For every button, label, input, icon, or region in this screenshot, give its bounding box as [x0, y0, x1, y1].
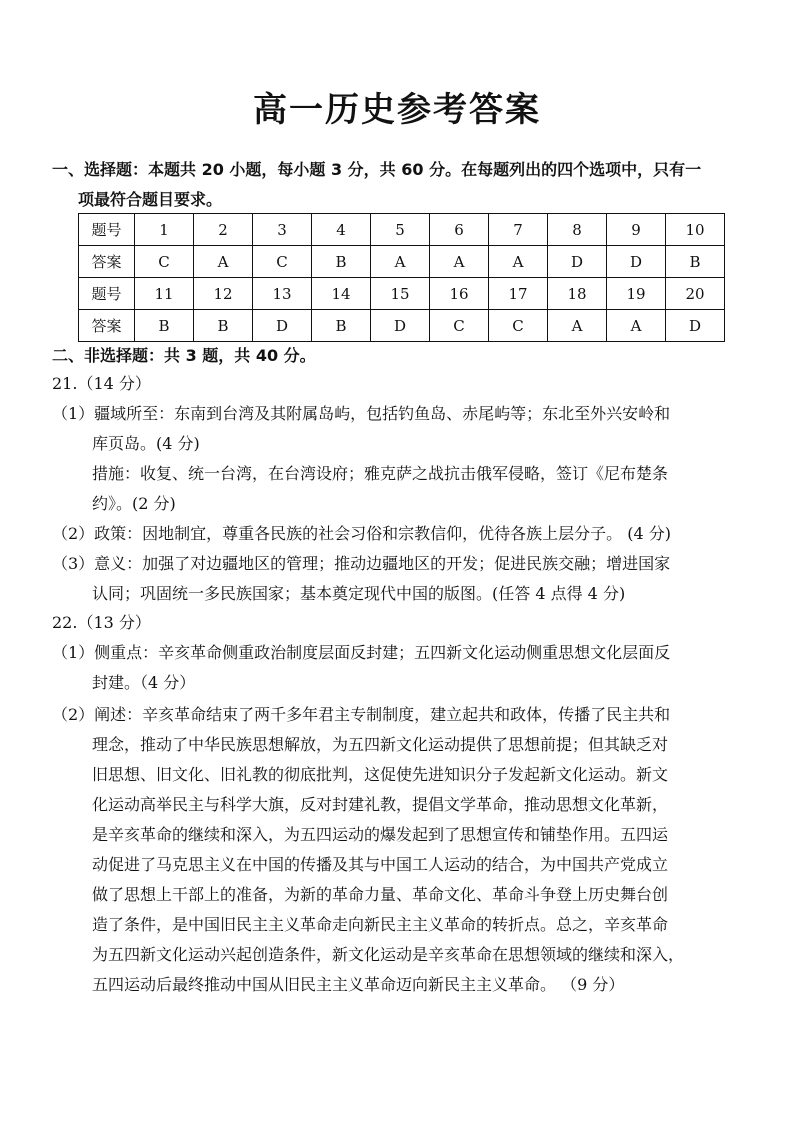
q22-line: 五四运动后最终推动中国从旧民主主义革命迈向新民主主义革命。 （9 分）	[92, 975, 625, 994]
q21-line: 库页岛。(4 分)	[92, 434, 200, 453]
q21-line: （1）疆域所至：东南到台湾及其附属岛屿，包括钓鱼岛、赤尾屿等；东北至外兴安岭和	[52, 404, 671, 423]
cell-answer: A	[489, 246, 548, 278]
cell-answer: A	[371, 246, 430, 278]
cell-answer: C	[253, 246, 312, 278]
cell-number: 6	[430, 214, 489, 246]
q21-label: 21.（14 分）	[52, 374, 151, 393]
cell-number: 8	[548, 214, 607, 246]
section1-line2: 项最符合题目要求。	[78, 190, 223, 209]
q22-line: 动促进了马克思主义在中国的传播及其与中国工人运动的结合，为中国共产党成立	[92, 855, 669, 874]
table-row-answers-1	[79, 246, 725, 278]
q22-label: 22.（13 分）	[52, 613, 151, 632]
cell-number: 3	[253, 214, 312, 246]
cell-answer: B	[666, 246, 725, 278]
row-label: 题号	[79, 214, 135, 246]
cell-number: 2	[194, 214, 253, 246]
cell-answer: A	[430, 246, 489, 278]
q21-line: （3）意义：加强了对边疆地区的管理；推动边疆地区的开发；促进民族交融；增进国家	[52, 554, 671, 573]
q22-line: 造了条件，是中国旧民主主义革命走向新民主主义革命的转折点。总之，辛亥革命	[92, 915, 669, 934]
q22-line: 是辛亥革命的继续和深入，为五四运动的爆发起到了思想宣传和铺垫作用。五四运	[92, 825, 669, 844]
cell-number: 4	[312, 214, 371, 246]
cell-number: 19	[607, 278, 666, 310]
section2-heading: 二、非选择题：共 3 题，共 40 分。	[52, 346, 316, 365]
cell-answer: D	[371, 310, 430, 342]
cell-answer: C	[430, 310, 489, 342]
table-row-answers-2	[79, 310, 725, 342]
q21-line: 认同；巩固统一多民族国家；基本奠定现代中国的版图。(任答 4 点得 4 分)	[92, 584, 626, 603]
cell-answer: A	[607, 310, 666, 342]
cell-answer: D	[548, 246, 607, 278]
cell-number: 15	[371, 278, 430, 310]
q22-line: 化运动高举民主与科学大旗，反对封建礼教，提倡文学革命，推动思想文化革新，	[92, 795, 669, 814]
row-label: 答案	[79, 310, 135, 342]
q22-line: 做了思想上干部上的准备，为新的革命力量、革命文化、革命斗争登上历史舞台创	[92, 885, 669, 904]
cell-answer: B	[312, 246, 371, 278]
cell-number: 13	[253, 278, 312, 310]
row-label: 答案	[79, 246, 135, 278]
cell-number: 7	[489, 214, 548, 246]
q21-line: 约》。(2 分)	[92, 494, 176, 513]
cell-answer: B	[135, 310, 194, 342]
q22-line: 为五四新文化运动兴起创造条件，新文化运动是辛亥革命在思想领域的继续和深入，	[92, 945, 685, 964]
cell-answer: D	[666, 310, 725, 342]
cell-answer: D	[253, 310, 312, 342]
q22-line: 旧思想、旧文化、旧礼教的彻底批判，这促使先进知识分子发起新文化运动。新文	[92, 765, 669, 784]
q22-line: （2）阐述：辛亥革命结束了两千多年君主专制制度，建立起共和政体，传播了民主共和	[52, 705, 671, 724]
cell-answer: A	[548, 310, 607, 342]
cell-answer: B	[194, 310, 253, 342]
cell-number: 9	[607, 214, 666, 246]
cell-answer: A	[194, 246, 253, 278]
table-row-numbers-1	[79, 214, 725, 246]
cell-number: 5	[371, 214, 430, 246]
cell-answer: C	[489, 310, 548, 342]
answer-table	[78, 213, 725, 342]
cell-number: 14	[312, 278, 371, 310]
cell-number: 11	[135, 278, 194, 310]
cell-answer: D	[607, 246, 666, 278]
cell-number: 12	[194, 278, 253, 310]
q22-line: 封建。（4 分）	[92, 673, 196, 692]
cell-number: 16	[430, 278, 489, 310]
q22-line: （1）侧重点：辛亥革命侧重政治制度层面反封建；五四新文化运动侧重思想文化层面反	[52, 643, 671, 662]
q21-line: （2）政策：因地制宜，尊重各民族的社会习俗和宗教信仰，优待各族上层分子。 (4 分)	[52, 524, 672, 543]
q21-line: 措施：收复、统一台湾，在台湾设府；雅克萨之战抗击俄军侵略，签订《尼布楚条	[92, 464, 669, 483]
cell-answer: B	[312, 310, 371, 342]
cell-number: 20	[666, 278, 725, 310]
page-title: 高一历史参考答案	[253, 90, 541, 130]
cell-number: 1	[135, 214, 194, 246]
cell-number: 18	[548, 278, 607, 310]
q22-line: 理念，推动了中华民族思想解放，为五四新文化运动提供了思想前提；但其缺乏对	[92, 735, 669, 754]
cell-answer: C	[135, 246, 194, 278]
row-label: 题号	[79, 278, 135, 310]
section1-line1: 一、选择题：本题共 20 小题，每小题 3 分，共 60 分。在每题列出的四个选项中，只有一	[52, 160, 702, 179]
cell-number: 10	[666, 214, 725, 246]
table-row-numbers-2	[79, 278, 725, 310]
cell-number: 17	[489, 278, 548, 310]
